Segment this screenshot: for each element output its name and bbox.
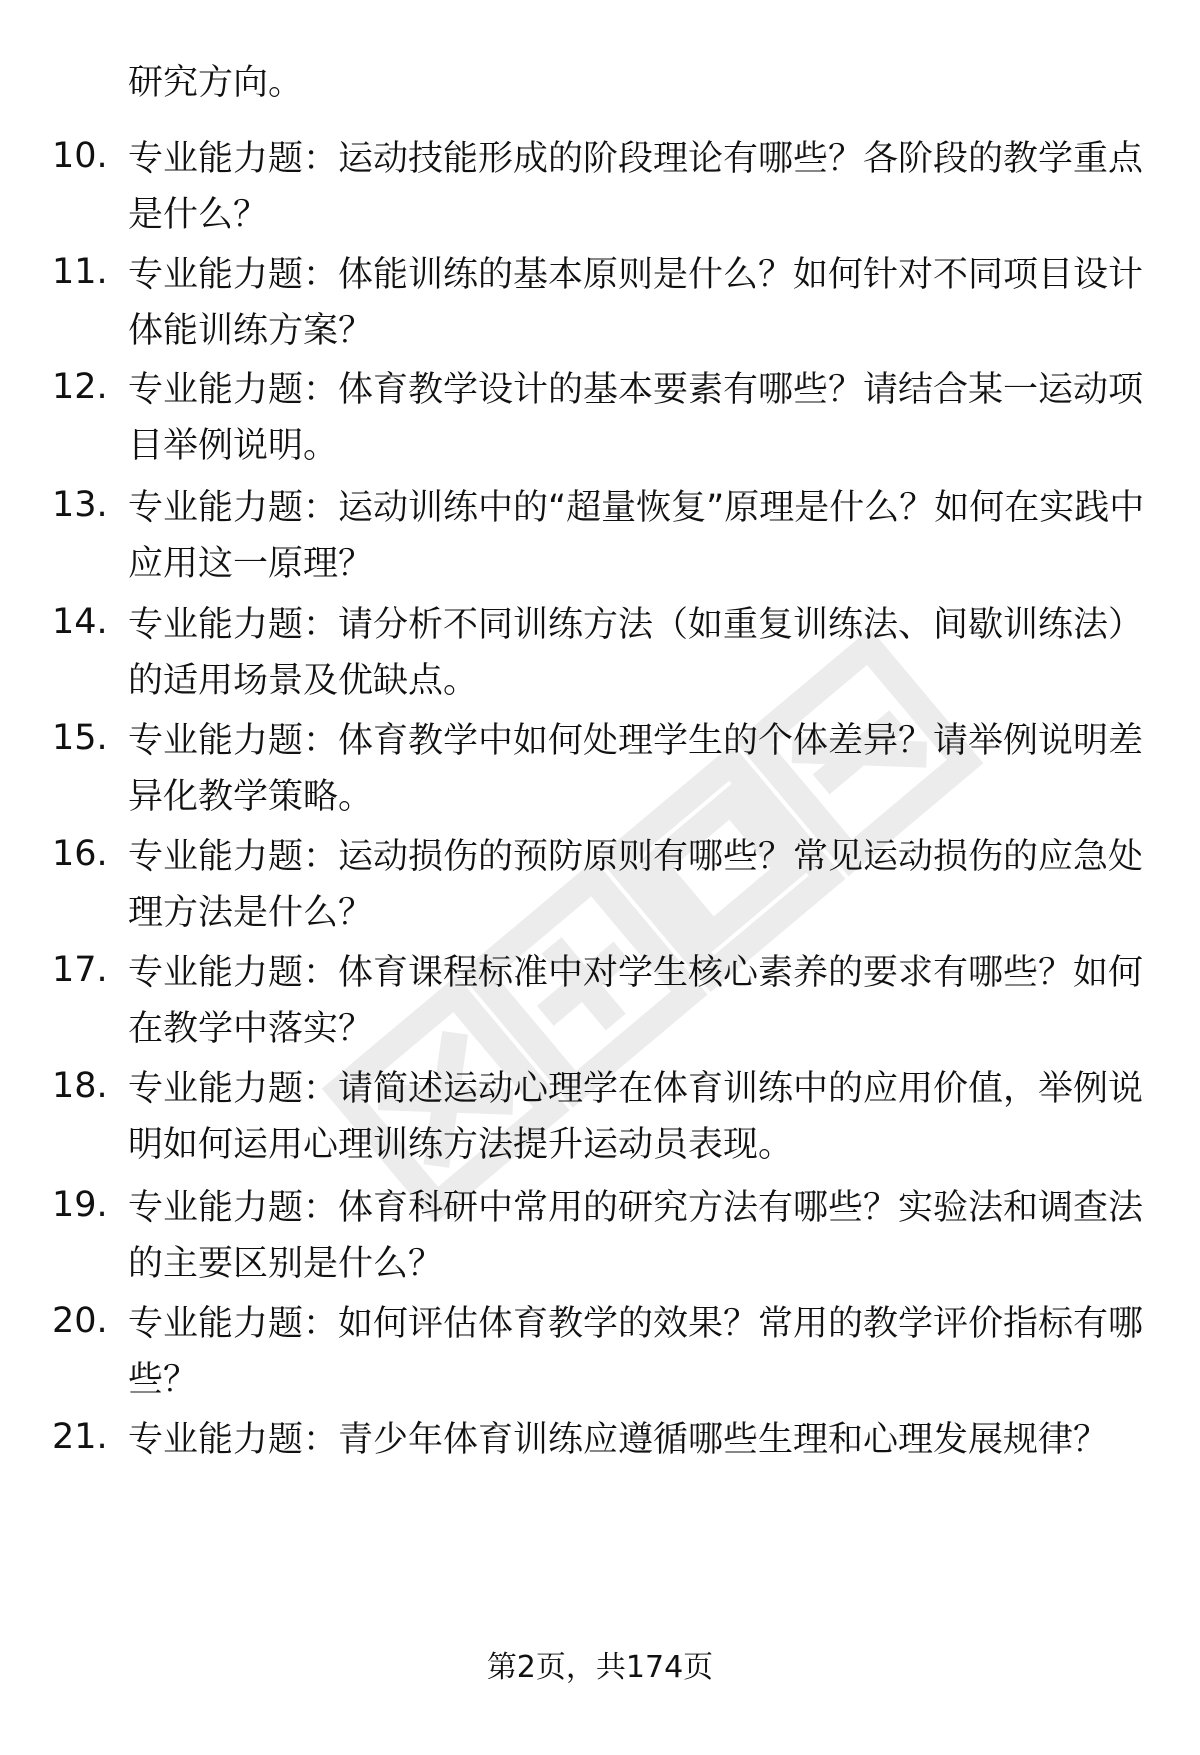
question-number: 14. [52, 602, 108, 642]
question-text: 专业能力题：体能训练的基本原则是什么？如何针对不同项目设计体能训练方案？ [128, 255, 1144, 351]
question-number: 12. [52, 367, 108, 407]
question-number: 17. [52, 950, 108, 990]
question-number: 18. [52, 1066, 108, 1106]
question-text: 专业能力题：请分析不同训练方法（如重复训练法、间歇训练法）的适用场景及优缺点。 [128, 605, 1144, 701]
question-text: 专业能力题：运动技能形成的阶段理论有哪些？各阶段的教学重点是什么？ [128, 139, 1144, 235]
continuation-text: 研究方向。 [128, 63, 304, 103]
question-number: 21. [52, 1417, 108, 1457]
question-number: 13. [52, 485, 108, 525]
question-number: 10. [52, 136, 108, 176]
question-number: 20. [52, 1301, 108, 1341]
question-text: 专业能力题：体育科研中常用的研究方法有哪些？实验法和调查法的主要区别是什么？ [128, 1188, 1144, 1284]
page-footer: 第2页，共174页 [486, 1650, 714, 1685]
question-text: 专业能力题：运动损伤的预防原则有哪些？常见运动损伤的应急处理方法是什么？ [128, 837, 1144, 933]
question-number: 19. [52, 1185, 108, 1225]
question-text: 专业能力题：运动训练中的“超量恢复”原理是什么？如何在实践中应用这一原理？ [128, 488, 1145, 584]
question-text: 专业能力题：青少年体育训练应遵循哪些生理和心理发展规律？ [128, 1420, 1109, 1460]
question-text: 专业能力题：体育教学中如何处理学生的个体差异？请举例说明差异化教学策略。 [128, 721, 1144, 817]
question-text: 专业能力题：体育课程标准中对学生核心素养的要求有哪些？如何在教学中落实？ [128, 953, 1144, 1049]
question-text: 专业能力题：请简述运动心理学在体育训练中的应用价值，举例说明如何运用心理训练方法提升运动员表现。 [128, 1069, 1144, 1165]
question-number: 15. [52, 718, 108, 758]
question-text: 专业能力题：如何评估体育教学的效果？常用的教学评价指标有哪些？ [128, 1304, 1144, 1400]
question-text: 专业能力题：体育教学设计的基本要素有哪些？请结合某一运动项目举例说明。 [128, 370, 1144, 466]
question-number: 11. [52, 252, 108, 292]
question-number: 16. [52, 834, 108, 874]
